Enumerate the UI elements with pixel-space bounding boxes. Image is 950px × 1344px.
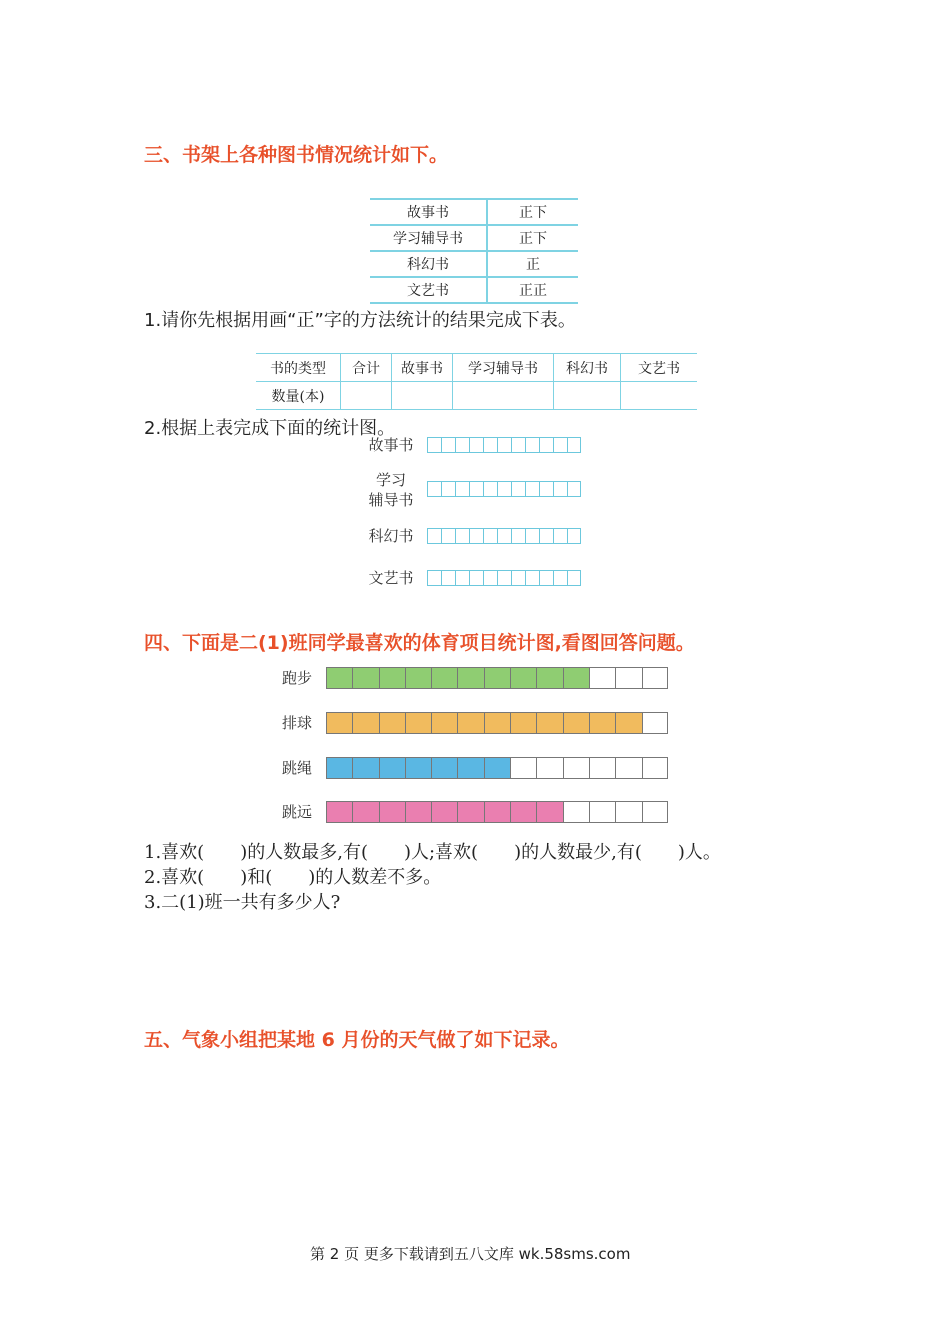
- tally-book-type: 学习辅导书: [370, 225, 487, 251]
- grid-cell[interactable]: [539, 437, 553, 453]
- bar-filled-cell: [405, 757, 431, 779]
- fill-table-header: 书的类型: [256, 354, 341, 382]
- grid-cell[interactable]: [455, 437, 469, 453]
- grid-cell[interactable]: [427, 437, 441, 453]
- section-3-title: 三、书架上各种图书情况统计如下。: [144, 144, 449, 166]
- grid-chart-label: 科幻书: [368, 527, 414, 545]
- bar-empty-cell: [615, 801, 641, 823]
- grid-cell[interactable]: [427, 528, 441, 544]
- bar-filled-cell: [405, 801, 431, 823]
- fill-table-blank-cell[interactable]: [341, 382, 392, 410]
- fill-table-row-label: 数量(本): [256, 382, 341, 410]
- question-3-1: 1.请你先根据用画“正”字的方法统计的结果完成下表。: [144, 310, 576, 331]
- bar-row: [326, 667, 668, 689]
- tally-book-type: 文艺书: [370, 277, 487, 303]
- bar-category-label: 跳绳: [282, 759, 313, 777]
- grid-cell[interactable]: [469, 570, 483, 586]
- grid-cell[interactable]: [441, 437, 455, 453]
- grid-cell[interactable]: [469, 437, 483, 453]
- fill-table-header: 学习辅导书: [453, 354, 554, 382]
- bar-filled-cell: [536, 712, 562, 734]
- bar-filled-cell: [352, 801, 378, 823]
- bar-filled-cell: [510, 801, 536, 823]
- bar-empty-cell: [615, 757, 641, 779]
- grid-chart-label: 学习 辅导书: [368, 471, 414, 509]
- grid-cell[interactable]: [567, 481, 581, 497]
- grid-cell[interactable]: [511, 528, 525, 544]
- tally-marks: 正下: [487, 225, 578, 251]
- grid-cell[interactable]: [567, 437, 581, 453]
- bar-empty-cell: [589, 801, 615, 823]
- fill-table-header: 科幻书: [554, 354, 621, 382]
- grid-chart-row: [427, 528, 581, 544]
- bar-filled-cell: [326, 801, 352, 823]
- fill-table-blank-cell[interactable]: [453, 382, 554, 410]
- bar-filled-cell: [563, 667, 589, 689]
- grid-cell[interactable]: [441, 570, 455, 586]
- grid-cell[interactable]: [525, 528, 539, 544]
- bar-filled-cell: [379, 667, 405, 689]
- tally-book-type: 科幻书: [370, 251, 487, 277]
- bar-filled-cell: [431, 712, 457, 734]
- tally-row: [370, 225, 578, 251]
- section-4-title: 四、下面是二(1)班同学最喜欢的体育项目统计图,看图回答问题。: [144, 632, 695, 654]
- bar-filled-cell: [405, 712, 431, 734]
- bar-filled-cell: [510, 712, 536, 734]
- question-3-2: 2.根据上表完成下面的统计图。: [144, 418, 396, 439]
- grid-cell[interactable]: [511, 481, 525, 497]
- bar-category-label: 跳远: [282, 803, 313, 821]
- bar-filled-cell: [536, 667, 562, 689]
- bar-empty-cell: [642, 801, 668, 823]
- bar-category-label: 排球: [282, 714, 313, 732]
- bar-filled-cell: [457, 712, 483, 734]
- bar-empty-cell: [510, 757, 536, 779]
- bar-empty-cell: [589, 667, 615, 689]
- bar-filled-cell: [352, 757, 378, 779]
- bar-row: [326, 801, 668, 823]
- fill-table: [256, 353, 697, 410]
- bar-row: [326, 757, 668, 779]
- bar-filled-cell: [536, 801, 562, 823]
- fill-table-blank-cell[interactable]: [621, 382, 698, 410]
- tally-marks: 正: [487, 251, 578, 277]
- grid-cell[interactable]: [553, 528, 567, 544]
- bar-filled-cell: [484, 712, 510, 734]
- bar-filled-cell: [379, 712, 405, 734]
- grid-chart-label: 故事书: [368, 436, 414, 454]
- grid-cell[interactable]: [539, 528, 553, 544]
- bar-filled-cell: [615, 712, 641, 734]
- tally-row: [370, 277, 578, 303]
- grid-cell[interactable]: [483, 437, 497, 453]
- grid-cell[interactable]: [539, 481, 553, 497]
- bar-filled-cell: [326, 667, 352, 689]
- tally-book-type: 故事书: [370, 199, 487, 225]
- bar-filled-cell: [431, 757, 457, 779]
- grid-cell[interactable]: [511, 570, 525, 586]
- bar-empty-cell: [589, 757, 615, 779]
- fill-table-header: 合计: [341, 354, 392, 382]
- tally-marks: 正正: [487, 277, 578, 303]
- grid-cell[interactable]: [483, 528, 497, 544]
- page-footer: 第 2 页 更多下载请到五八文库 wk.58sms.com: [310, 1245, 631, 1263]
- grid-cell[interactable]: [483, 481, 497, 497]
- tally-row: [370, 199, 578, 225]
- grid-cell[interactable]: [455, 570, 469, 586]
- tally-row: [370, 251, 578, 277]
- bar-empty-cell: [536, 757, 562, 779]
- grid-cell[interactable]: [427, 570, 441, 586]
- bar-filled-cell: [510, 667, 536, 689]
- fill-table-blank-cell[interactable]: [392, 382, 453, 410]
- grid-cell[interactable]: [567, 528, 581, 544]
- grid-cell[interactable]: [511, 437, 525, 453]
- question-4-3: 3.二(1)班一共有多少人?: [144, 892, 341, 913]
- grid-cell[interactable]: [483, 570, 497, 586]
- bar-filled-cell: [457, 801, 483, 823]
- bar-filled-cell: [431, 667, 457, 689]
- bar-row: [326, 712, 668, 734]
- bar-filled-cell: [326, 757, 352, 779]
- bar-filled-cell: [484, 667, 510, 689]
- bar-filled-cell: [405, 667, 431, 689]
- bar-filled-cell: [431, 801, 457, 823]
- grid-cell[interactable]: [469, 481, 483, 497]
- fill-table-header: 故事书: [392, 354, 453, 382]
- fill-table-header: 文艺书: [621, 354, 698, 382]
- section-5-title: 五、气象小组把某地 6 月份的天气做了如下记录。: [144, 1029, 570, 1051]
- grid-chart-label: 文艺书: [368, 569, 414, 587]
- bar-filled-cell: [352, 712, 378, 734]
- grid-cell[interactable]: [441, 528, 455, 544]
- bar-empty-cell: [563, 757, 589, 779]
- grid-cell[interactable]: [427, 481, 441, 497]
- grid-cell[interactable]: [553, 570, 567, 586]
- tally-marks: 正下: [487, 199, 578, 225]
- grid-cell[interactable]: [497, 528, 511, 544]
- question-4-2: 2.喜欢( )和( )的人数差不多。: [144, 867, 442, 888]
- bar-category-label: 跑步: [282, 669, 313, 687]
- bar-filled-cell: [326, 712, 352, 734]
- grid-cell[interactable]: [525, 481, 539, 497]
- tally-table: [370, 198, 578, 304]
- bar-empty-cell: [563, 801, 589, 823]
- grid-cell[interactable]: [497, 481, 511, 497]
- bar-filled-cell: [484, 757, 510, 779]
- bar-filled-cell: [457, 667, 483, 689]
- grid-cell[interactable]: [469, 528, 483, 544]
- bar-empty-cell: [642, 667, 668, 689]
- bar-empty-cell: [615, 667, 641, 689]
- grid-cell[interactable]: [567, 570, 581, 586]
- grid-chart-row: [427, 481, 581, 497]
- bar-filled-cell: [484, 801, 510, 823]
- grid-cell[interactable]: [441, 481, 455, 497]
- grid-cell[interactable]: [525, 437, 539, 453]
- grid-chart-row: [427, 570, 581, 586]
- grid-cell[interactable]: [455, 528, 469, 544]
- grid-cell[interactable]: [539, 570, 553, 586]
- bar-filled-cell: [589, 712, 615, 734]
- bar-filled-cell: [352, 667, 378, 689]
- grid-cell[interactable]: [525, 570, 539, 586]
- bar-empty-cell: [642, 757, 668, 779]
- grid-cell[interactable]: [553, 437, 567, 453]
- grid-cell[interactable]: [497, 570, 511, 586]
- bar-filled-cell: [379, 757, 405, 779]
- grid-cell[interactable]: [553, 481, 567, 497]
- bar-filled-cell: [457, 757, 483, 779]
- bar-filled-cell: [563, 712, 589, 734]
- question-4-1: 1.喜欢( )的人数最多,有( )人;喜欢( )的人数最少,有( )人。: [144, 842, 721, 863]
- grid-cell[interactable]: [455, 481, 469, 497]
- grid-chart-row: [427, 437, 581, 453]
- grid-cell[interactable]: [497, 437, 511, 453]
- bar-filled-cell: [379, 801, 405, 823]
- fill-table-blank-cell[interactable]: [554, 382, 621, 410]
- bar-empty-cell: [642, 712, 668, 734]
